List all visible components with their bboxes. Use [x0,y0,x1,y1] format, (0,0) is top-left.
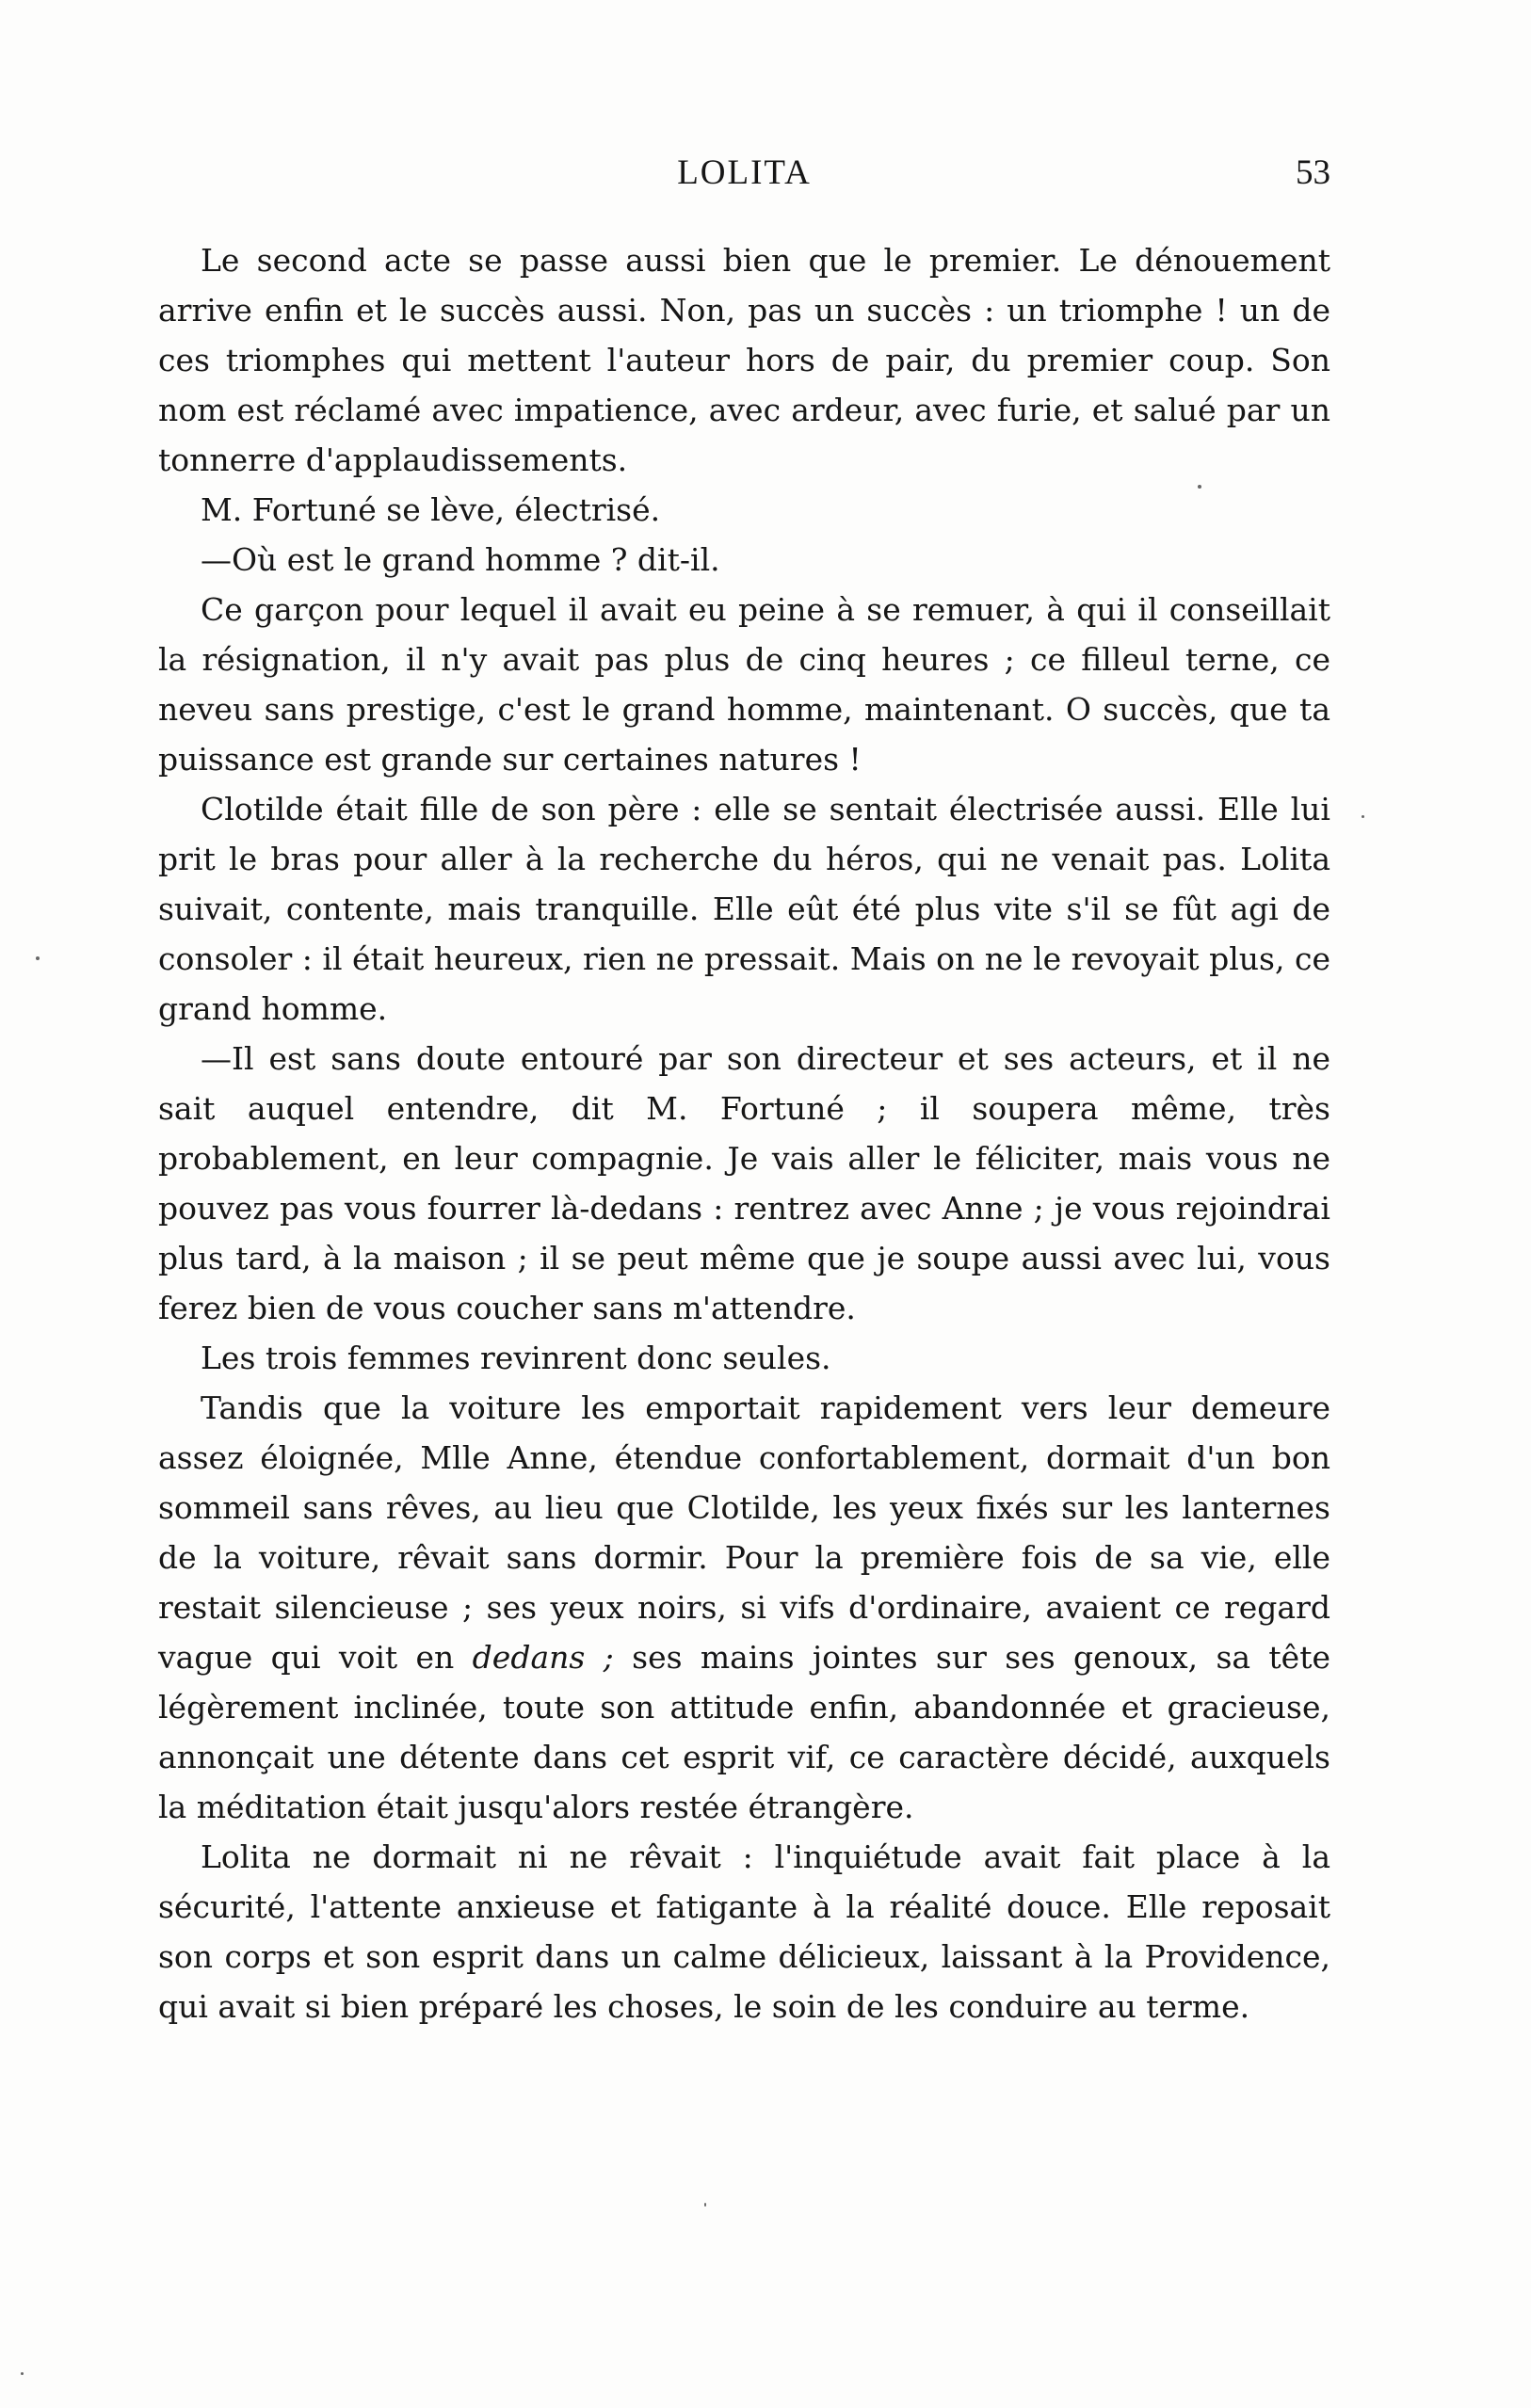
paragraph: Le second acte se passe aussi bien que le premier. Le dénouement arrive enfin et le succès aussi. Non, pas un succès : un triomphe ! un de ces triomphes qui mettent l'auteur hors de pair, du premier coup. Son nom est réclamé avec impatience, avec ardeur, avec furie, et salué par un tonnerre d'applaudissements. [158,242,1330,478]
italic-emphasis: dedans ; [472,1639,614,1676]
header-title: LOLITA [677,153,812,192]
running-header [158,153,1330,201]
paragraph [158,1383,1330,1832]
paragraph: M. Fortuné se lève, électrisé. [201,491,661,528]
paragraph-text: Tandis que la voiture les emportait rapidement vers leur demeure assez éloignée, Mlle Anne, étendue confortablement, dormait d'un bon sommeil sans rêves, au lieu que Clotilde, les yeux fixés sur les lanternes de la voiture, rêvait sans dormir. Pour la première fois de sa vie, elle restait silencieuse ; ses yeux noirs, si vifs d'ordinaire, avaient ce regard vague qui voit en [158,1389,1330,1676]
paragraph: Clotilde était fille de son père : elle se sentait électrisée aussi. Elle lui prit le bras pour aller à la recherche du héros, qui ne venait pas. Lolita suivait, contente, mais tranquille. Elle eût été plus vite s'il se fût agi de consoler : il était heureux, rien ne pressait. Mais on ne le revoyait plus, ce grand homme. [158,791,1330,1027]
text-body [158,235,1330,2031]
paragraph-text: ses mains jointes sur ses genoux, sa tête légèrement inclinée, toute son attitude enfin, abandonnée et gracieuse, annonçait une détente dans cet esprit vif, ce caractère décidé, auxquels la méditation était jusqu'alors restée étrangère. [158,1639,1330,1825]
scan-speck [1362,815,1364,818]
scan-speck [36,956,40,960]
scan-speck [21,2372,24,2375]
scan-speck [704,2203,706,2207]
page-number: 53 [1296,153,1330,192]
paragraph: Ce garçon pour lequel il avait eu peine à se remuer, à qui il conseillait la résignation, il n'y avait pas plus de cinq heures ; ce filleul terne, ce neveu sans prestige, c'est le grand homme, maintenant. O succès, que ta puissance est grande sur certaines natures ! [158,591,1330,778]
scan-speck [1198,485,1201,489]
paragraph: —Où est le grand homme ? dit-il. [201,541,720,578]
paragraph: Lolita ne dormait ni ne rêvait : l'inquiétude avait fait place à la sécurité, l'attente anxieuse et fatigante à la réalité douce. Elle reposait son corps et son esprit dans un calme délicieux, laissant à la Providence, qui avait si bien préparé les choses, le soin de les conduire au terme. [158,1838,1330,2025]
paragraph: —Il est sans doute entouré par son directeur et ses acteurs, et il ne sait auquel entendre, dit M. Fortuné ; il soupera même, très probablement, en leur compagnie. Je vais aller le féliciter, mais vous ne pouvez pas vous fourrer là-dedans : rentrez avec Anne ; je vous rejoindrai plus tard, à la maison ; il se peut même que je soupe aussi avec lui, vous ferez bien de vous coucher sans m'attendre. [158,1040,1330,1326]
paragraph: Les trois femmes revinrent donc seules. [201,1340,831,1376]
